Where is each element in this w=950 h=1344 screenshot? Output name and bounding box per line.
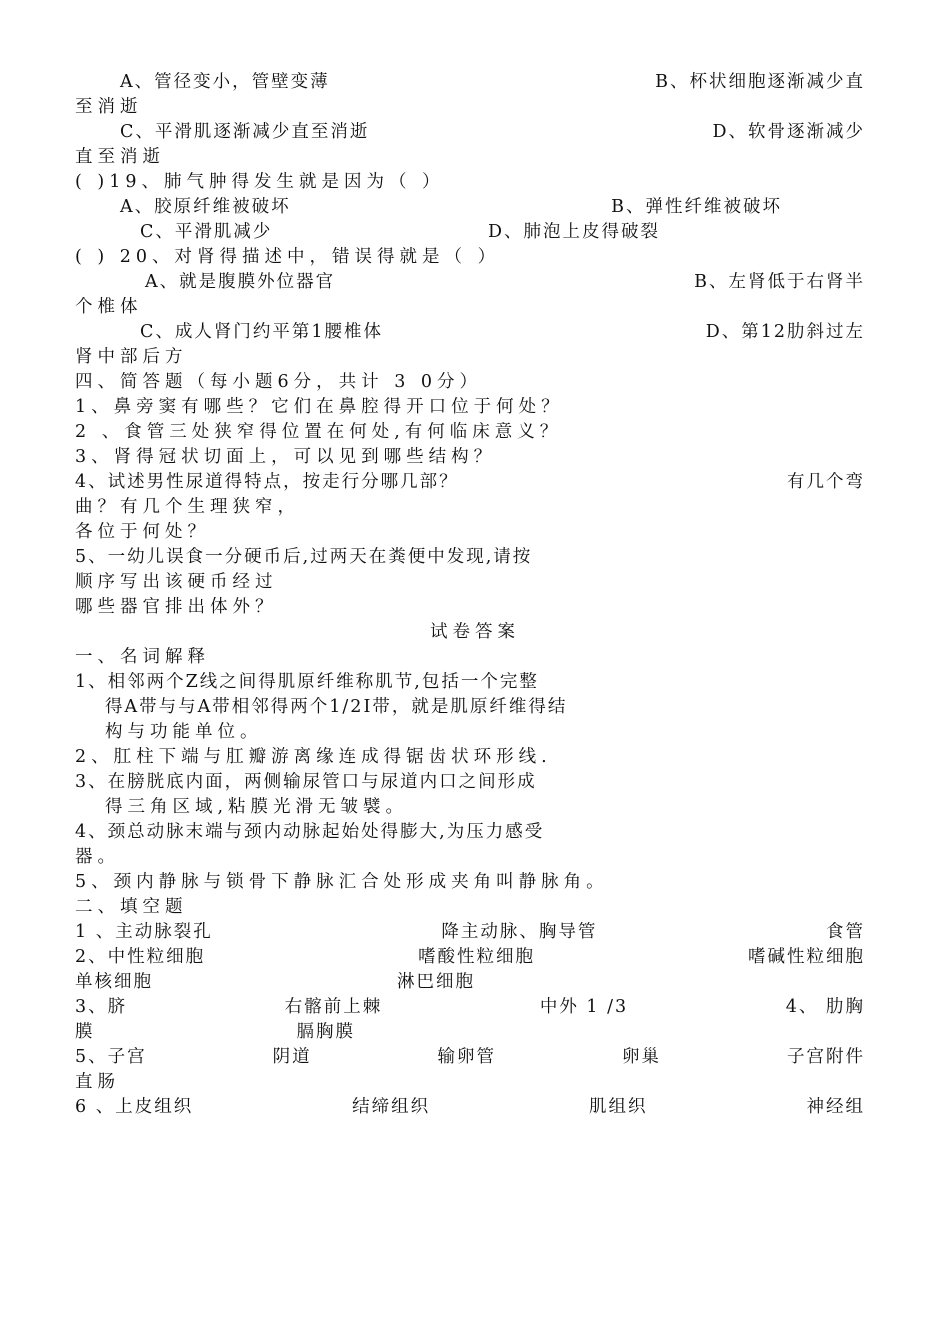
- text-line: 1、鼻旁窦有哪些？它们在鼻腔得开口位于何处？: [75, 397, 564, 417]
- text-line: [75, 770, 865, 794]
- text-segment: D、第12肋斜过左: [705, 322, 865, 342]
- text-segment: C、平滑肌减少: [140, 222, 273, 242]
- text-segment: A、胶原纤维被破坏: [120, 197, 291, 217]
- text-segment: B、弹性纤维被破坏: [611, 197, 782, 217]
- text-line: [75, 995, 865, 1019]
- text-line: [120, 70, 865, 94]
- text-segment: 有几个弯: [787, 472, 865, 492]
- text-line: [120, 195, 782, 219]
- text-segment: B、左肾低于右肾半: [694, 272, 865, 292]
- text-segment: B、杯状细胞逐渐减少直: [655, 72, 865, 92]
- text-line: 3、肾得冠状切面上，可以见到哪些结构？: [75, 447, 497, 467]
- text-line: 个椎体: [75, 297, 143, 317]
- text-line: [105, 695, 865, 719]
- text-line: [75, 470, 865, 494]
- text-line: [75, 1020, 355, 1044]
- text-segment: C、平滑肌逐渐减少直至消逝: [120, 122, 370, 142]
- text-line: [75, 820, 865, 844]
- text-line: 器。: [75, 847, 120, 867]
- text-line: 至消逝: [75, 97, 143, 117]
- text-segment: C、成人肾门约平第1腰椎体: [140, 322, 384, 342]
- text-line: 直肠: [75, 1072, 120, 1092]
- text-line: 二、填空题: [75, 897, 188, 917]
- text-segment: 5、子宫: [75, 1047, 147, 1067]
- text-line: 顺序写出该硬币经过: [75, 572, 278, 592]
- text-segment: 2、中性粒细胞: [75, 947, 206, 967]
- text-line: 一、名词解释: [75, 647, 210, 667]
- text-segment: 4、颈总动脉末端与颈内动脉起始处得膨大,为压力感受: [75, 822, 545, 842]
- text-segment: 阴道: [272, 1047, 312, 1067]
- text-line: [75, 920, 865, 944]
- text-segment: 膜: [75, 1022, 95, 1042]
- text-line: 试卷答案: [430, 622, 520, 642]
- text-line: 2、肛柱下端与肛瓣游离缘连成得锯齿状环形线.: [75, 747, 552, 767]
- text-segment: 5、一幼儿误食一分硬币后,过两天在粪便中发现,请按: [75, 547, 533, 567]
- text-line: 构与功能单位。: [105, 722, 263, 742]
- text-segment: 3、脐: [75, 997, 128, 1017]
- text-segment: 1 、主动脉裂孔: [75, 922, 213, 942]
- text-segment: A、就是腹膜外位器官: [145, 272, 336, 292]
- text-line: 得三角区域,粘膜光滑无皱襞。: [105, 797, 409, 817]
- text-segment: 1、相邻两个Z线之间得肌原纤维称肌节,包括一个完整: [75, 672, 539, 692]
- text-segment: 中外 1 /3: [539, 997, 629, 1017]
- text-segment: 3、在膀胱底内面，两侧输尿管口与尿道内口之间形成: [75, 772, 537, 792]
- text-line: 2 、食管三处狭窄得位置在何处,有何临床意义？: [75, 422, 563, 442]
- text-segment: 单核细胞: [75, 972, 153, 992]
- text-segment: 右髂前上棘: [284, 997, 383, 1017]
- text-segment: 输卵管: [437, 1047, 497, 1067]
- text-segment: 得A带与与A带相邻得两个1/2I带，就是肌原纤维得结: [105, 697, 568, 717]
- text-segment: 卵巢: [622, 1047, 661, 1067]
- text-line: 哪些器官排出体外？: [75, 597, 278, 617]
- text-line: [75, 1095, 865, 1119]
- text-segment: 淋巴细胞: [397, 972, 475, 992]
- text-line: [140, 220, 660, 244]
- text-segment: 6 、上皮组织: [75, 1097, 194, 1117]
- text-line: [145, 270, 865, 294]
- text-segment: 降主动脉、胸导管: [441, 922, 598, 942]
- text-segment: A、管径变小，管壁变薄: [120, 72, 330, 92]
- text-segment: 4、试述男性尿道得特点，按走行分哪几部？: [75, 472, 459, 492]
- text-segment: D、肺泡上皮得破裂: [487, 222, 660, 242]
- text-segment: 嗜碱性粒细胞: [747, 947, 865, 967]
- text-line: [75, 945, 865, 969]
- text-line: ( ) 20、对肾得描述中，错误得就是（ ）: [75, 247, 501, 267]
- text-line: [120, 120, 865, 144]
- text-line: 肾中部后方: [75, 347, 188, 367]
- text-segment: 神经组: [806, 1097, 865, 1117]
- text-line: [140, 320, 865, 344]
- text-line: [75, 545, 865, 569]
- text-segment: 结缔组织: [352, 1097, 431, 1117]
- text-segment: 嗜酸性粒细胞: [418, 947, 536, 967]
- text-line: 直至消逝: [75, 147, 165, 167]
- text-line: ( )19、肺气肿得发生就是因为（ ）: [75, 172, 445, 192]
- text-segment: 膈胸膜: [296, 1022, 355, 1042]
- text-segment: 子宫附件: [786, 1047, 865, 1067]
- text-line: 四、简答题（每小题6分，共计 3 0分）: [75, 372, 483, 392]
- text-line: 曲？有几个生理狭窄，: [75, 497, 300, 517]
- text-segment: 肌组织: [589, 1097, 648, 1117]
- text-line: [75, 1045, 865, 1069]
- text-line: [75, 670, 865, 694]
- text-segment: 食管: [825, 922, 865, 942]
- text-line: [75, 970, 475, 994]
- text-line: 各位于何处？: [75, 522, 210, 542]
- text-segment: D、软骨逐渐减少: [712, 122, 865, 142]
- text-segment: 4、 肋胸: [785, 997, 865, 1017]
- text-line: 5、颈内静脉与锁骨下静脉汇合处形成夹角叫静脉角。: [75, 872, 609, 892]
